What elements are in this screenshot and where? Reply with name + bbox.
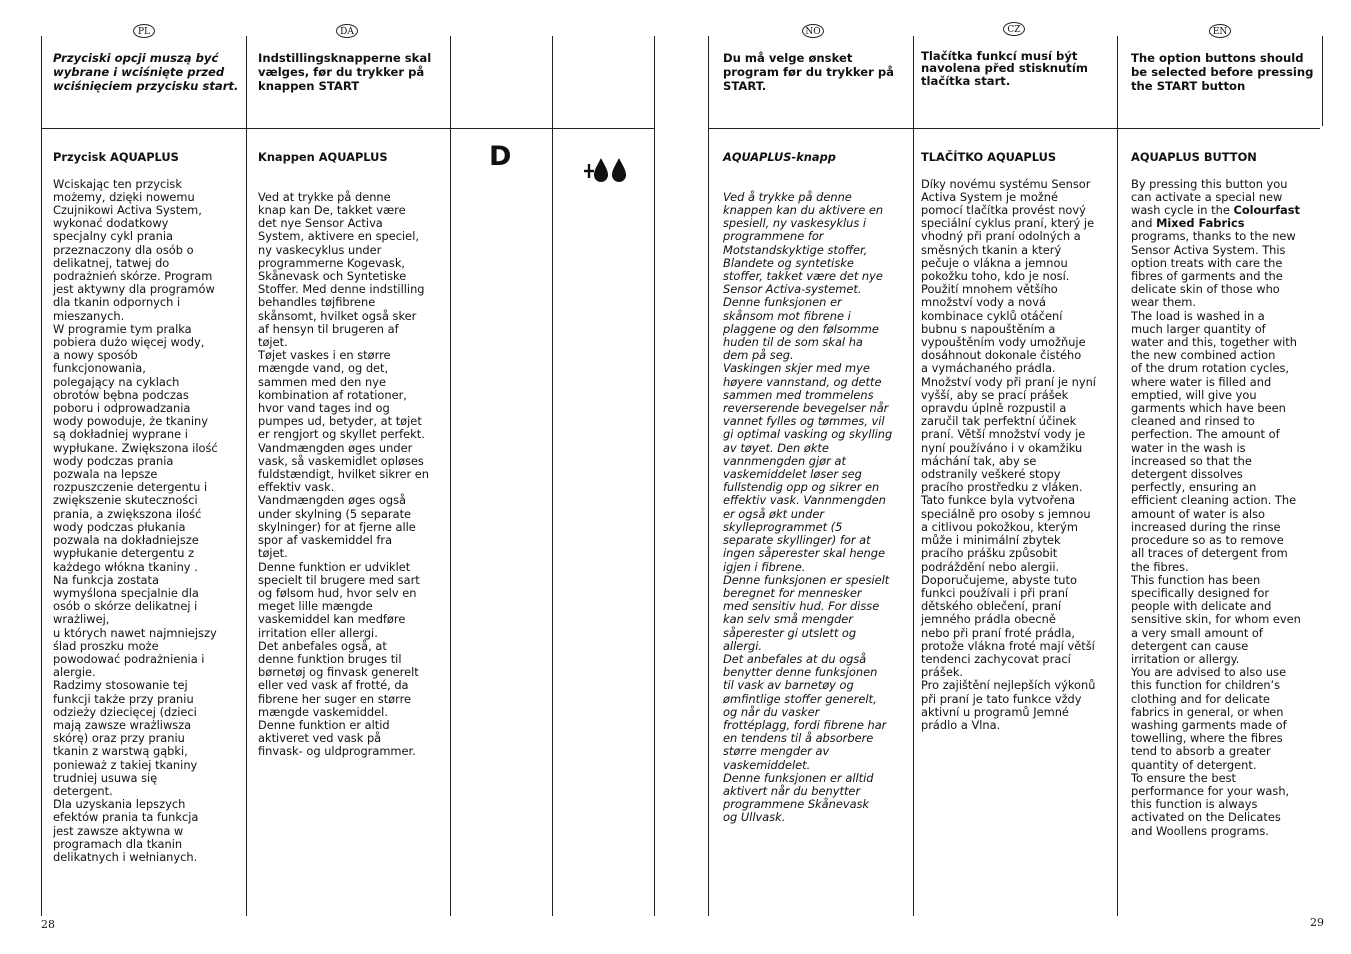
section-letter: D (489, 141, 512, 172)
row-rule (41, 128, 654, 129)
da-header-note: Indstillingsknapperne skal vælges, før du trykker på knappen START (258, 51, 432, 94)
column-rule (41, 36, 42, 916)
language-flag-da: DA (336, 24, 358, 38)
cz-body (921, 138, 1114, 745)
no-section-title: AQUAPLUS-knapp (723, 150, 836, 165)
no-header-note: Du må velge ønsket program før du trykker på START. (723, 51, 894, 94)
cz-body-text: Díky novému systému Sensor Activa System je možné pomocí tlačítka provést nový speciální cyklus praní, který je vhodný při praní odolných a směsných tkanin a který pečuje o vlákna a jemnou pokožku toho, kdo je nosí. Použití mnohem většího množství vody a nová kombinace cyklů otáčení bubnu s napouštěním a vypouštěním vody umožňuje dosáhnout dokonale čistého a vymáchaného prádla. Množství vody při praní je nyní vyšší, aby se prací prášek opravdu úplně rozpustil a zaručil tak perfektní účinek praní. Větší množství vody je nyní používáno i v okamžiku máchání tak, aby se odstranily veškeré stopy pracího prostředku z vláken. Tato funkce byla vytvořena speciálně pro osoby s jemnou a citlivou pokožkou, kterým může i minimální zbytek pracího prášku způsobit podráždění nebo alergii. Doporučujeme, abyste tuto funkci používali i při praní dětského oblečení, praní jemného prádla obecně nebo při praní froté prádla, protože vlákna froté mají větší tendenci zachycovat prací prášek. Pro zajištění nejlepších výkonů při praní je tato funkce vždy aktivní u programů Jemné prádlo a Vlna. (921, 176, 1096, 732)
aquaplus-drops-icon (584, 154, 634, 186)
column-rule (708, 36, 709, 916)
pl-body-text: Wciskając ten przycisk możemy, dzięki nowemu Czujnikowi Activa System, wykonać dodatkowy specjalny cykl prania przeznaczony dla osób o delikatnej, tatwej do podrażnień skórze. Program jest aktywny dla programów dla tkanin odpornych i mieszanych. W programie tym pralka pobiera dużo więcej wody, a nowy sposób funkcjonowania, polegający na cyklach obrotów bębna podczas poboru i odprowadzania wody powoduje, że tkaniny są dokładniej wyprane i wypłukane. Zwiększona ilość wody podczas prania pozwala na lepsze rozpuszczenie detergentu i zwiększenie skuteczności prania, a zwiększona ilość wody podczas płukania pozwala na dokładniejsze wypłukanie detergentu z każdego włókna tkaniny . Na funkcja zostata wymyślona specjalnie dla osób o skórze delikatnej i wrażliwej, u których nawet najmniejszy ślad proszku może powodować podrażnienia i alergie. Radzimy stosowanie tej funkcji także przy praniu odzieży dziecięcej (dzieci mają zawsze wrażliwsza skórę) oraz przy praniu tkanin z warstwą gąbki, ponieważ z takiej tkaniny trudniej usuwa się detergent. Dla uzyskania lepszych efektów prania ta funkcja jest zawsze aktywna w programach dla tkanin delikatnych i wełnianych. (53, 176, 218, 864)
da-body (258, 138, 448, 772)
row-rule (708, 128, 1320, 129)
no-body-text: Ved å trykke på denne knappen kan du aktivere en spesiell, ny vaskesyklus i programmene for Motstandskyktige stoffer, Blandete og syntetiske stoffer, takket være det nye Sensor Activa-systemet. Denne funksjonen er skånsom mot fibrene i plaggene og den følsomme huden til de som skal ha dem på seg. Vaskingen skjer med mye høyere vannstand, og dette sammen med trommelens reverserende bevegelser når vannet fylles og tømmes, vil gi optimal vasking og skylling av tøyet. Den økte vannmengden gjør at vaskemiddelet løser seg fullstendig opp og sikrer en effektiv vask. Vannmengden er også økt under skylleprogrammet (5 separate skyllinger) for at ingen såperester skal henge igjen i fibrene. Denne funksjonen er spesielt beregnet for mennesker med sensitiv hud. For disse kan selv små mengder såperester gi utslett og allergi. Det anbefales at du også benytter denne funksjonen til vask av barnetøy og ømfintlige stoffer generelt, og når du vasker frottéplagg, fordi fibrene har en tendens til å absorbere større mengder av vaskemiddelet. Denne funksjonen er alltid aktivert når du benytter programmene Skånevask og Ullvask. (723, 189, 893, 825)
language-flag-cz: CZ (1003, 22, 1025, 36)
da-section-title: Knappen AQUAPLUS (258, 150, 388, 165)
da-body-text: Ved at trykke på denne knap kan De, takket være det nye Sensor Activa System, aktivere en speciel, ny vaskecyklus under programmerne Kogevask, Skånevask och Syntetiske Stoffer. Med denne indstilling behandles tøjfibrene skånsomt, hvilket også sker af hensyn til brugeren af tøjet. Tøjet vaskes i en større mængde vand, og det, sammen med den nye kombination af rotationer, hvor vand tages ind og pumpes ud, betyder, at tøjet er rengjort og skyllet perfekt. Vandmængden øges under vask, så vaskemidlet opløses fuldstændigt, hvilket sikrer en effektiv vask. Vandmængden øges også under skylning (5 separate skylninger) for at fjerne alle spor af vaskemiddel fra tøjet. Denne funktion er udviklet specielt til brugere med sart og følsom hud, hvor selv en meget lille mængde vaskemiddel kan medføre irritation eller allergi. Det anbefales også, at denne funktion bruges til børnetøj og finvask generelt eller ved vask af frotté, da fibrene her suger en større mængde vaskemiddel. Denne funktion er altid aktiveret ved vask på finvask- og uldprogrammer. (258, 189, 430, 759)
en-section-title: AQUAPLUS BUTTON (1131, 150, 1257, 165)
page-number-right: 29 (1310, 916, 1324, 929)
pl-section-title: Przycisk AQUAPLUS (53, 150, 179, 165)
column-rule (552, 36, 553, 916)
en-colourfast-term: Colourfast (1233, 203, 1300, 218)
column-rule (1322, 36, 1323, 126)
pl-body (53, 138, 243, 877)
en-mixed-fabrics-term: Mixed Fabrics (1156, 216, 1245, 231)
en-header-note: The option buttons should be selected before pressing the START button (1131, 51, 1314, 94)
en-body (1131, 138, 1321, 851)
page-number-left: 28 (41, 918, 55, 931)
cz-header-note: Tlačítka funkcí musí být navolena před stisknutím tlačítka start. (921, 49, 1088, 88)
column-rule (1117, 36, 1118, 916)
column-rule (246, 36, 247, 916)
language-flag-en: EN (1209, 24, 1231, 38)
en-body-text: By pressing this button you can activate a special new wash cycle in the Colourfast and Mixed Fabrics programs, thanks to the new Sensor Activa System. This option treats with care the fibres of garments and the delicate skin of those who wear them. The load is washed in a much larger quantity of water and this, together with the new combined action of the drum rotation cycles, where water is filled and emptied, will give you garments which have been cleaned and rinsed to perfection. The amount of water in the wash is increased so that the detergent dissolves perfectly, ensuring an efficient cleaning action. The amount of water is also increased during the rinse procedure so as to remove all traces of detergent from the fibres. This function has been specifically designed for people with delicate and sensitive skin, for whom even a very small amount of detergent can cause irritation or allergy. You are advised to also use this function for children’s clothing and for delicate fabrics in general, or when washing garments made of towelling, where the fibres tend to absorb a greater quantity of detergent. To ensure the best performance for your wash, this function is always activated on the Delicates and Woollens programs. (1131, 176, 1301, 838)
language-flag-no: NO (802, 24, 824, 38)
column-rule (654, 36, 655, 916)
column-rule (450, 36, 451, 916)
language-flag-pl: PL (133, 24, 155, 38)
cz-section-title: TLAČÍTKO AQUAPLUS (921, 150, 1057, 165)
column-rule (913, 36, 914, 916)
no-body (723, 138, 911, 838)
pl-header-note: Przyciski opcji muszą być wybrane i wciśnięte przed wciśnięciem przycisku start. (53, 51, 239, 94)
